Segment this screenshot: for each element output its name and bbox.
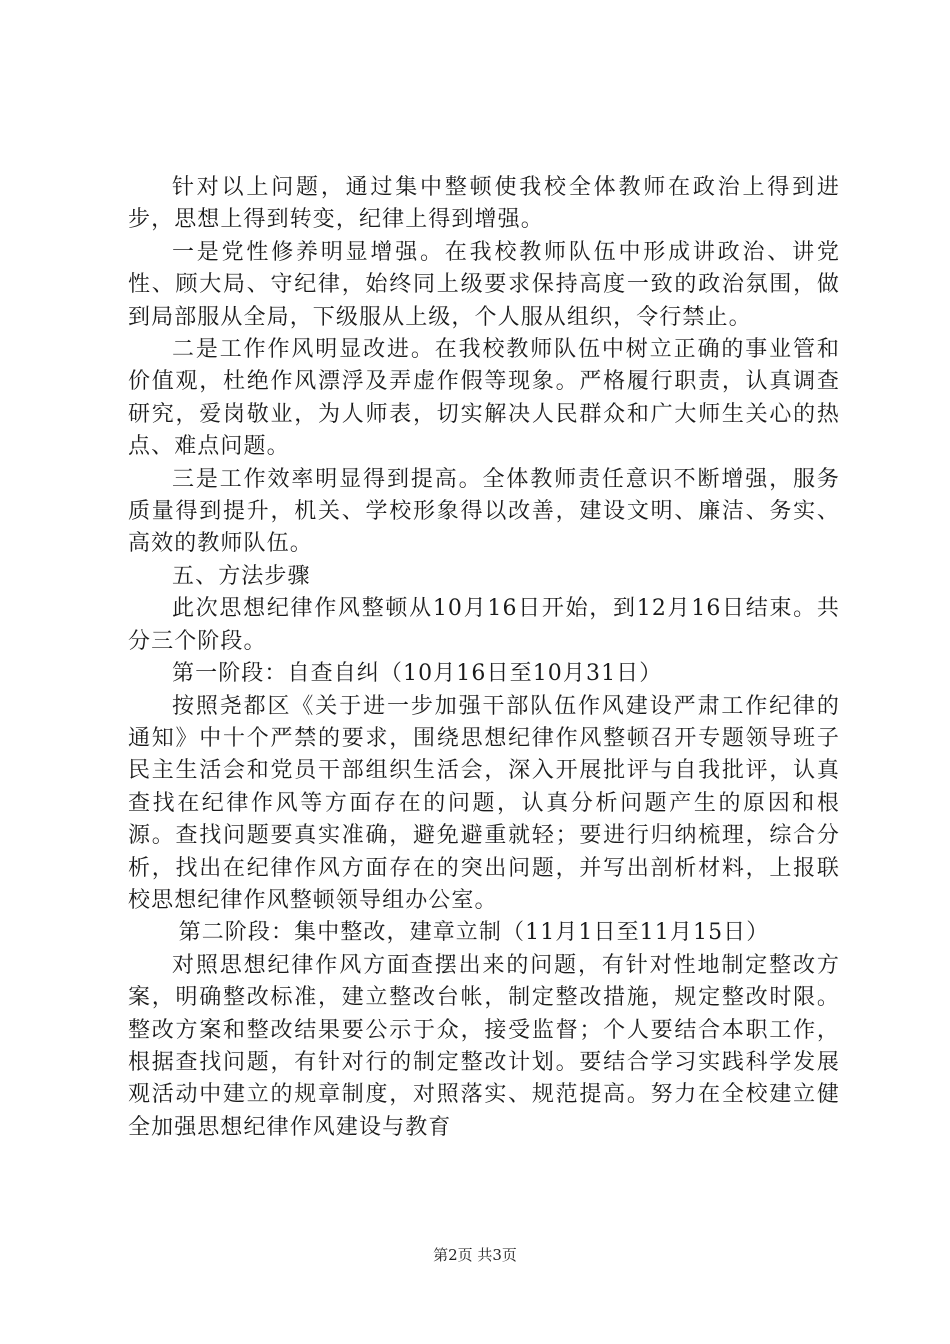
paragraph-schedule: 此次思想纪律作风整顿从10月16日开始，到12月16日结束。共分三个阶段。 — [128, 596, 840, 654]
paragraph-stage-2: 对照思想纪律作风方面查摆出来的问题，有针对性地制定整改方案，明确整改标准，建立整改台帐，制定整改措施，规定整改时限。整改方案和整改结果要公示于众，接受监督；个人要结合本职工作，根据查找问题，有针对行的制定整改计划。要结合学习实践科学发展观活动中建立的规章制度，对照落实、规范提高。努力在全校建立健全加强思想纪律作风建设与教育 — [128, 952, 840, 1140]
stage-heading-1: 第一阶段：自查自纠（10月16日至10月31日） — [172, 661, 663, 687]
document-body — [128, 172, 840, 1144]
paragraph-work-style: 二是工作作风明显改进。在我校教师队伍中树立正确的事业管和价值观，杜绝作风漂浮及弄虚作假等现象。严格履行职责，认真调查研究，爱岗敬业，为人师表，切实解决人民群众和广大师生关心的热点、难点问题。 — [128, 337, 840, 460]
paragraph-party-spirit: 一是党性修养明显增强。在我校教师队伍中形成讲政治、讲党性、顾大局、守纪律，始终同上级要求保持高度一致的政治氛围，做到局部服从全局，下级服从上级，个人服从组织，令行禁止。 — [128, 239, 840, 330]
stage-heading-2: 第二阶段：集中整改，建章立制（11月1日至11月15日） — [178, 920, 770, 946]
paragraph-stage-1: 按照尧都区《关于进一步加强干部队伍作风建设严肃工作纪律的通知》中十个严禁的要求，围绕思想纪律作风整顿召开专题领导班子民主生活会和党员干部组织生活会，深入开展批评与自我批评，认真查找在纪律作风等方面存在的问题，认真分析问题产生的原因和根源。查找问题要真实准确，避免避重就轻；要进行归纳梳理，综合分析，找出在纪律作风方面存在的突出问题，并写出剖析材料，上报联校思想纪律作风整顿领导组办公室。 — [128, 693, 840, 913]
section-heading-methods: 五、方法步骤 — [172, 563, 311, 589]
paragraph-rectification-goal: 针对以上问题，通过集中整顿使我校全体教师在政治上得到进步，思想上得到转变，纪律上得到增强。 — [128, 175, 840, 233]
paragraph-work-efficiency: 三是工作效率明显得到提高。全体教师责任意识不断增强，服务质量得到提升，机关、学校形象得以改善，建设文明、廉洁、务实、高效的教师队伍。 — [128, 466, 840, 557]
page-number-footer: 第2页 共3页 — [433, 1246, 517, 1264]
